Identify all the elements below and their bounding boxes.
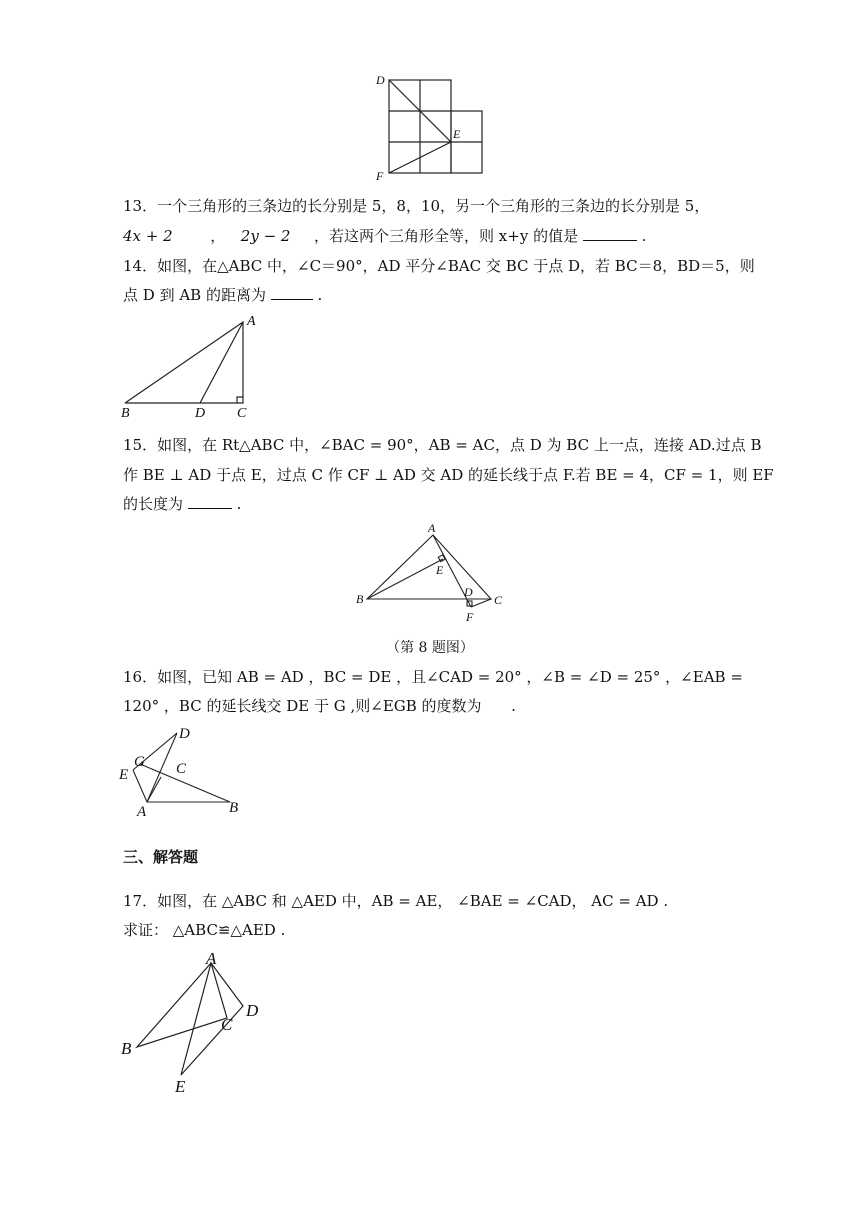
q16-line2	[123, 696, 516, 716]
fig14-label-c: C	[237, 406, 247, 421]
fig16-label-e: E	[119, 767, 129, 783]
q13-line2	[123, 226, 646, 246]
q13-end: .	[641, 227, 647, 245]
fig16-label-b: B	[229, 800, 239, 816]
q13-tail: ，若这两个三角形全等，则 x+y 的值是	[314, 227, 579, 245]
q15-line1: 15．如图，在 Rt△ABC 中，∠BAC = 90°，AB = AC，点 D 为 BC 上一点，连接 AD.过点 B	[123, 436, 762, 454]
fig15-label-f: F	[466, 610, 474, 624]
q14-line2	[123, 285, 322, 305]
q17-line2: 求证： △ABC≌△AED .	[123, 921, 286, 939]
fig17-label-e: E	[175, 1077, 186, 1096]
fig14-triangle	[118, 312, 258, 422]
fig17-label-a: A	[206, 949, 217, 968]
q13-answer-blank[interactable]	[583, 226, 637, 241]
fig15-label-c: C	[494, 593, 503, 607]
grid-label-d: D	[376, 73, 385, 87]
q14-line2-text: 点 D 到 AB 的距离为	[123, 286, 266, 304]
fig17-label-b: B	[121, 1039, 132, 1058]
fig15-label-b: B	[356, 592, 364, 606]
fig16-label-c: C	[176, 761, 187, 777]
fig15-label-d: D	[464, 585, 473, 599]
q13-line1: 13．一个三角形的三条边的长分别是 5，8，10，另一个三角形的三条边的长分别是 5，	[123, 197, 710, 215]
q13-expr1: 4x + 2	[123, 227, 173, 245]
fig15-triangle	[350, 520, 510, 630]
q15-end: .	[236, 495, 242, 513]
q17-line1: 17．如图，在 △ABC 和 △AED 中，AB = AE， ∠BAE = ∠CAD， AC = AD .	[123, 892, 669, 910]
grid-figure	[370, 70, 500, 185]
fig16-label-a: A	[137, 804, 147, 820]
q16-line1: 16．如图，已知 AB = AD ，BC = DE ，且∠CAD = 20° ，∠B = ∠D = 25° ，∠EAB =	[123, 668, 743, 686]
fig15-label-e: E	[436, 563, 444, 577]
q16-answer-blank[interactable]	[486, 697, 506, 711]
section-heading: 三、解答题	[123, 848, 199, 866]
fig17-figure	[115, 948, 265, 1098]
fig16-figure	[115, 722, 245, 822]
grid-label-e: E	[453, 127, 461, 141]
q16-end: .	[511, 697, 516, 715]
q13-expr2: 2y − 2	[240, 227, 291, 245]
q15-line3	[123, 494, 241, 514]
q15-line3-text: 的长度为	[123, 495, 184, 513]
fig14-label-a: A	[247, 314, 256, 329]
fig15-caption: （第 8 题图）	[386, 640, 474, 656]
fig17-label-d: D	[246, 1001, 259, 1020]
grid-label-f: F	[376, 169, 384, 183]
q16-line2-text: 120° ，BC 的延长线交 DE 于 G ,则∠EGB 的度数为	[123, 697, 482, 715]
q15-answer-blank[interactable]	[188, 494, 232, 509]
fig17-label-c: C	[221, 1015, 233, 1034]
fig15-label-a: A	[428, 521, 436, 535]
q14-line1: 14．如图，在△ABC 中，∠C＝90°，AD 平分∠BAC 交 BC 于点 D，若 BC＝8，BD＝5，则	[123, 257, 755, 275]
fig16-label-d: D	[179, 726, 190, 742]
fig14-label-b: B	[121, 406, 130, 421]
fig14-label-d: D	[195, 406, 206, 421]
q15-line2: 作 BE ⊥ AD 于点 E，过点 C 作 CF ⊥ AD 交 AD 的延长线于点 F.若 BE = 4，CF = 1，则 EF	[123, 466, 774, 484]
fig16-label-g: G	[134, 754, 145, 770]
q14-end: .	[317, 286, 323, 304]
q14-answer-blank[interactable]	[271, 285, 313, 300]
q13-sep: ，	[210, 227, 226, 245]
